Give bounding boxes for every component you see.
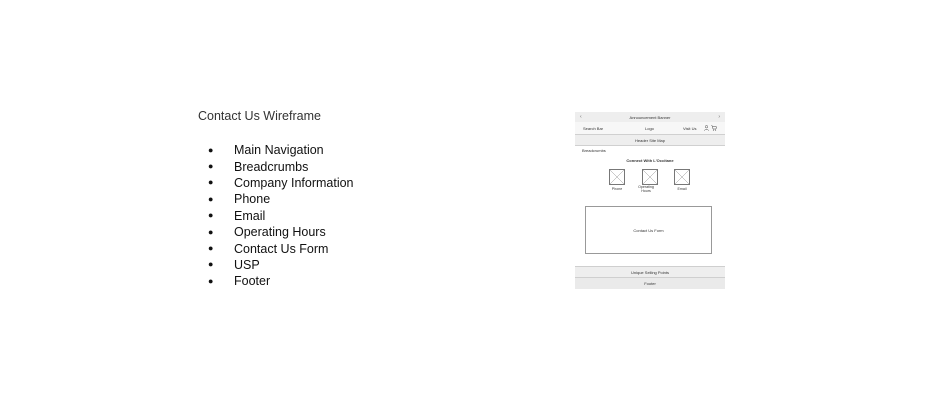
list-item-text: Operating Hours [234, 225, 326, 240]
list-item-text: Footer [234, 274, 271, 289]
footer-label: Footer [644, 281, 656, 286]
cart-icon [711, 125, 717, 131]
footer [575, 277, 725, 289]
user-icon [704, 125, 709, 131]
search-bar-label: Search Bar [583, 125, 604, 131]
list-item [208, 240, 354, 256]
list-item [208, 191, 354, 207]
operating-hours-label: Operating Hours [638, 185, 654, 194]
header [575, 122, 725, 134]
usp-section [575, 266, 725, 277]
logo-label: Logo [645, 125, 654, 131]
list-item-text: Contact Us Form [234, 241, 329, 256]
phone-placeholder-image [609, 169, 625, 185]
feature-list [208, 142, 354, 290]
list-item-text: Email [234, 208, 266, 223]
breadcrumb: Breadcrumbs [582, 148, 606, 153]
phone-label: Phone [611, 187, 623, 191]
wireframe-mockup [575, 112, 725, 288]
bullet: ● [208, 161, 214, 172]
bullet: ● [208, 144, 214, 155]
bullet: ● [208, 177, 214, 188]
email-placeholder-image [674, 169, 690, 185]
sitemap-label: Header Site Map [634, 137, 665, 143]
announcement-label: Announcement Banner [629, 114, 671, 120]
header-site-map [575, 134, 725, 146]
contact-us-form [585, 206, 712, 254]
list-item [208, 142, 354, 158]
bullet: ● [208, 226, 214, 237]
form-label: Contact Us Form [633, 227, 664, 233]
bullet: ● [208, 275, 214, 286]
bullet: ● [208, 243, 214, 254]
chevron-left-icon: ‹ [580, 114, 582, 120]
list-item [208, 273, 354, 289]
list-item-text: USP [234, 257, 260, 272]
list-item [208, 224, 354, 240]
connect-heading: Connect With L'Occitane [626, 158, 674, 163]
visit-us-label: Visit Us [683, 125, 697, 131]
email-label: Email [677, 187, 687, 191]
bullet: ● [208, 259, 214, 270]
list-item [208, 208, 354, 224]
slide-title: Contact Us Wireframe [198, 109, 321, 123]
bullet: ● [208, 210, 214, 221]
bullet: ● [208, 193, 214, 204]
list-item [208, 158, 354, 174]
operating-hours-placeholder-image [642, 169, 658, 185]
list-item-text: Company Information [234, 175, 354, 190]
list-item [208, 257, 354, 273]
list-item [208, 175, 354, 191]
list-item-text: Phone [234, 192, 271, 207]
list-item-text: Breadcrumbs [234, 159, 309, 174]
list-item-text: Main Navigation [234, 143, 324, 158]
usp-label: Unique Selling Points [630, 269, 670, 275]
chevron-right-icon: › [718, 114, 720, 120]
